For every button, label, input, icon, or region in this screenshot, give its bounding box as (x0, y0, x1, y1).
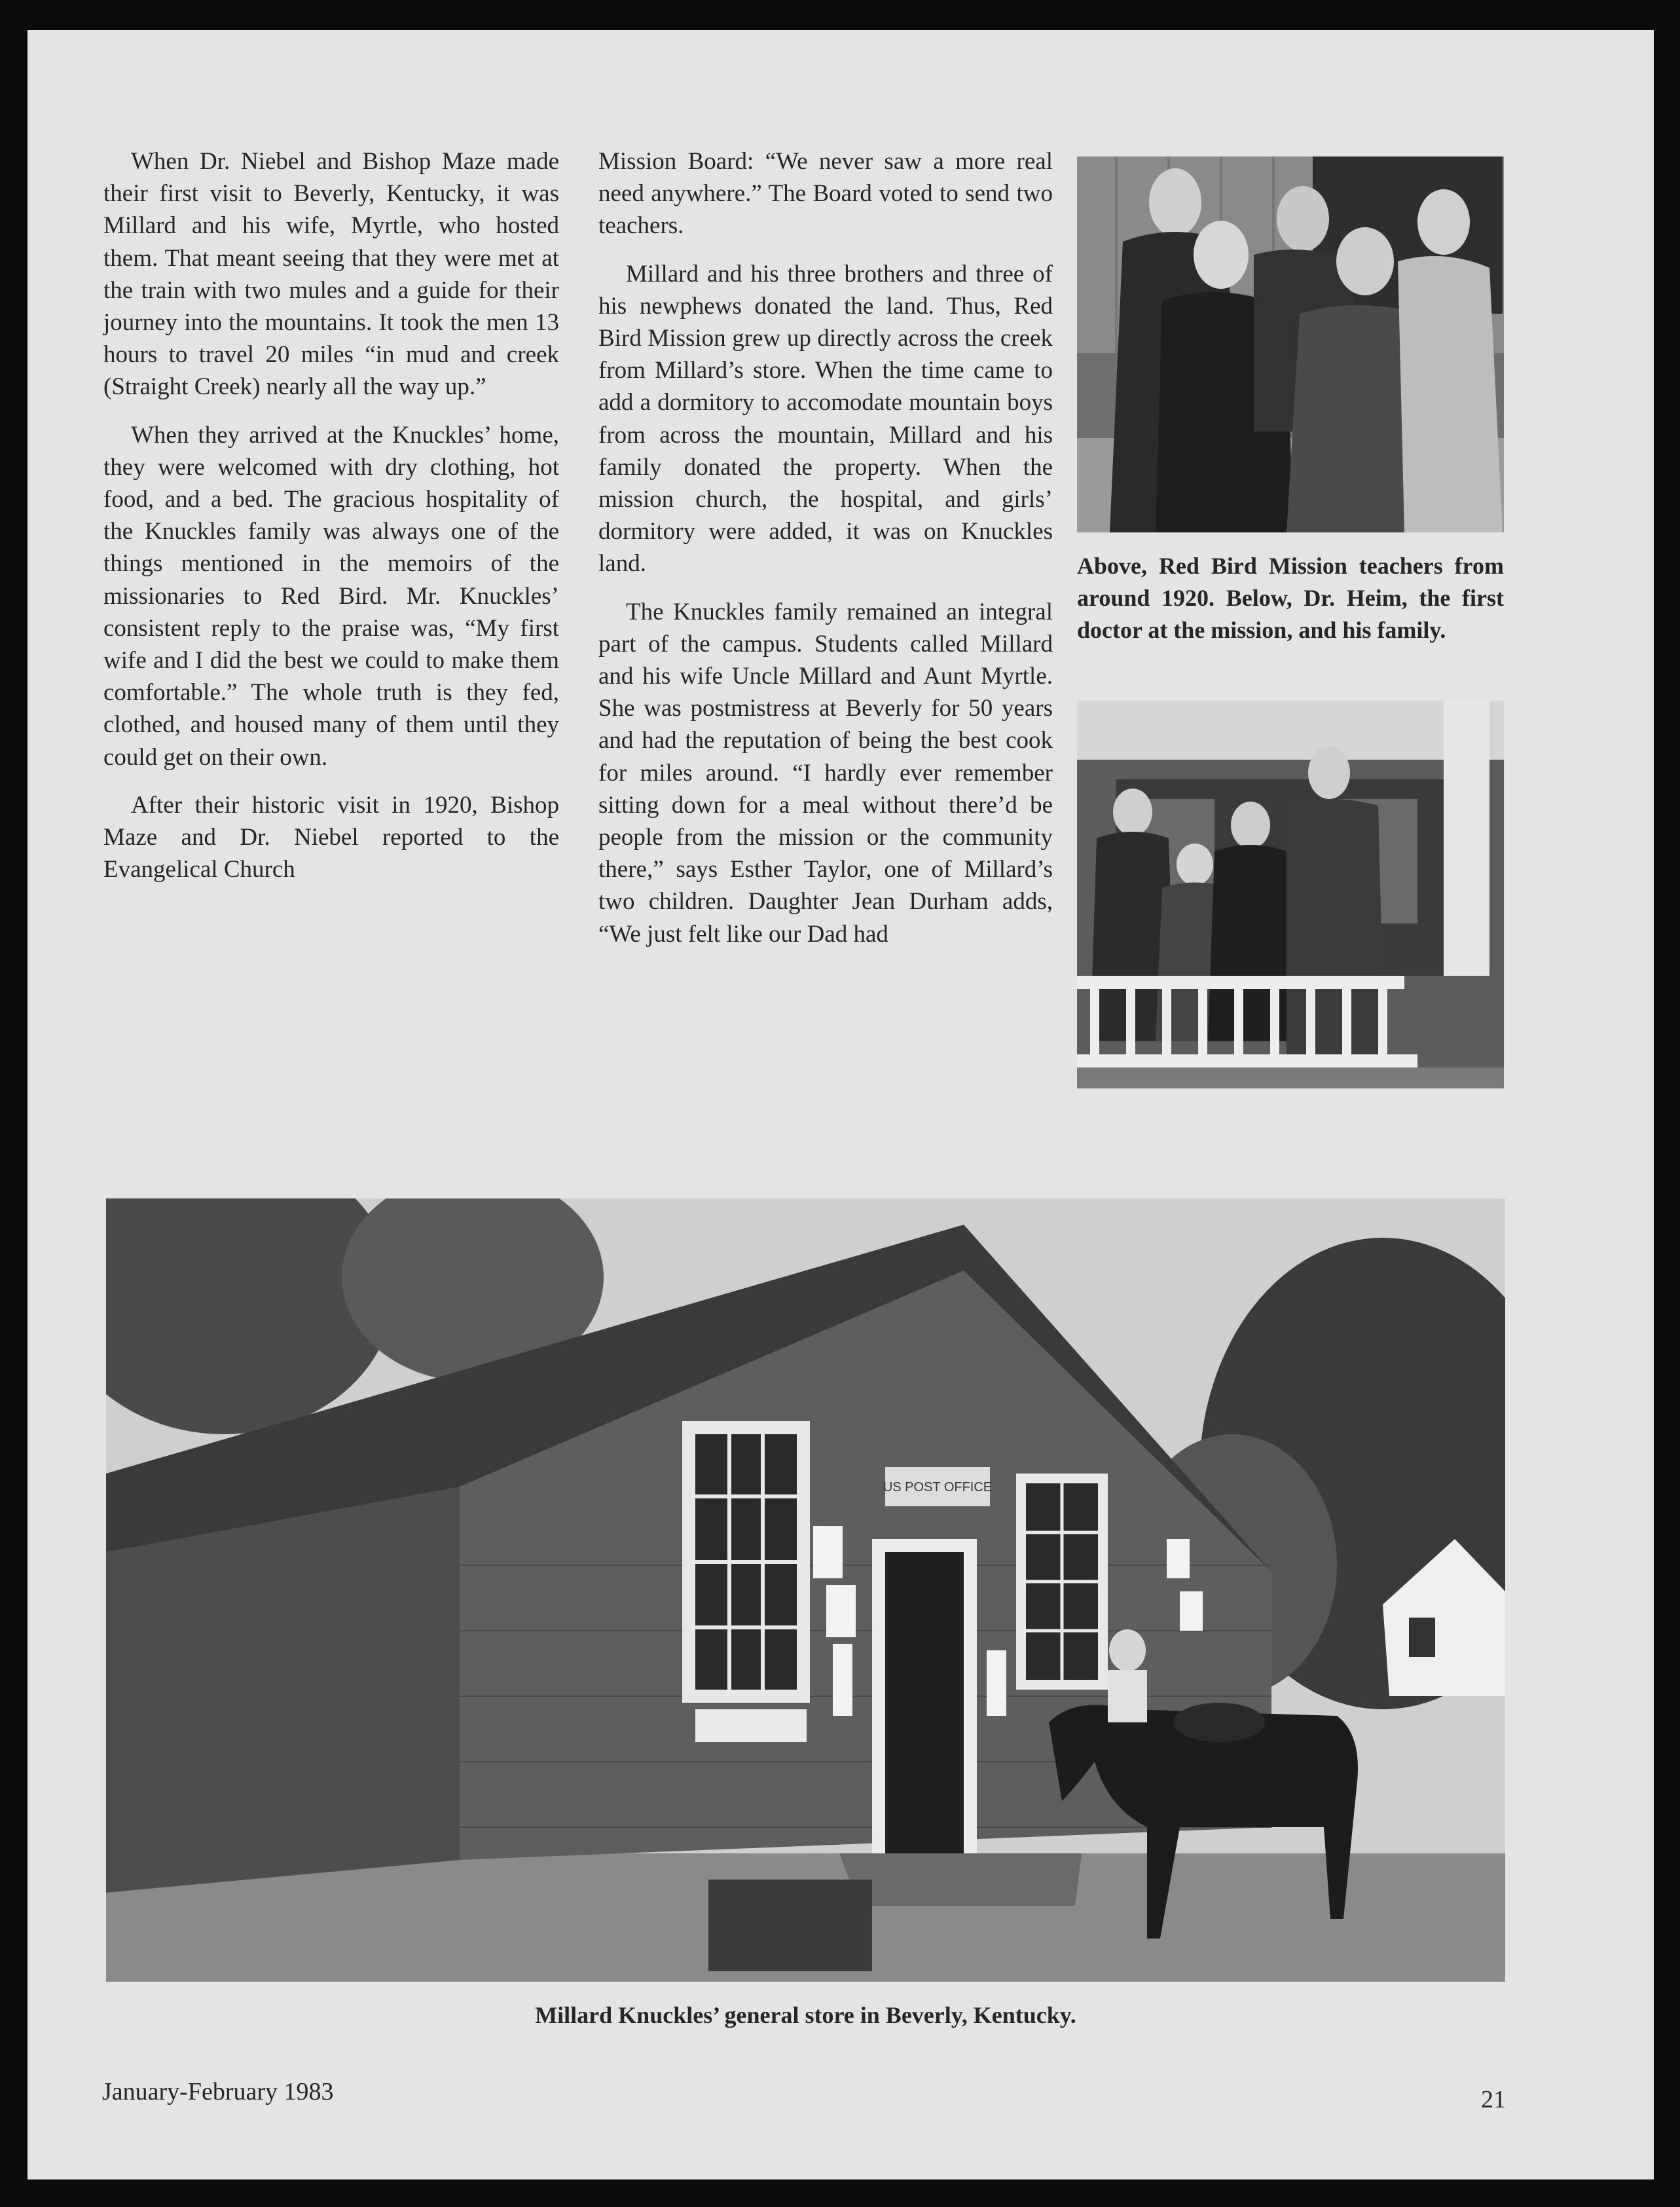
post-office-sign: US POST OFFICE (883, 1480, 993, 1494)
paragraph: Millard and his three brothers and three of his newphews donated the land. Thus, Red Bird Mission grew up directly across the creek from Millard’s store. When the time came to add a dormitory to accomodate mountain boys from across the mountain, Millard and his family donated the property. When the mission church, the hospital, and girls’ dormitory were added, it was on Knuckles land. (598, 260, 1053, 578)
issue-date: January-February 1983 (102, 2078, 334, 2105)
text-column-1 (103, 145, 559, 901)
general-store-photo (106, 1198, 1505, 1982)
text-column-2 (598, 145, 1053, 966)
paragraph: Mission Board: “We never saw a more real need anywhere.” The Board voted to send two teachers. (598, 148, 1053, 240)
teachers-photo-caption: Above, Red Bird Mission teachers from around 1920. Below, Dr. Heim, the first doctor at the mission, and his family. (1077, 553, 1504, 643)
paragraph: The Knuckles family remained an integral part of the campus. Students called Millard and his wife Uncle Millard and Aunt Myrtle. She was postmistress at Beverly for 50 years and had the reputation of being the best cook for miles around. “I hardly ever remember sitting down for a meal without there’d be people from the mission or the community there,” says Esther Taylor, one of Millard’s two children. Daughter Jean Durham adds, “We just felt like our Dad had (598, 598, 1053, 948)
paragraph: When Dr. Niebel and Bishop Maze made their first visit to Beverly, Kentucky, it was Millard and his wife, Myrtle, who hosted them. That meant seeing that they were met at the train with two mules and a guide for their journey into the mountains. It took the men 13 hours to travel 20 miles “in mud and creek (Straight Creek) nearly all the way up.” (103, 148, 559, 401)
page-number: 21 (1481, 2086, 1506, 2113)
store-photo-caption: Millard Knuckles’ general store in Beverly, Kentucky. (535, 2002, 1076, 2028)
magazine-page (27, 30, 1654, 2179)
doctor-family-photo (1077, 701, 1504, 1088)
paragraph: When they arrived at the Knuckles’ home, they were welcomed with dry clothing, hot food, and a bed. The gracious hospitality of the Knuckles family was always one of the things mentioned in the memoirs of the missionaries to Red Bird. Mr. Knuckles’ consistent reply to the praise was, “My first wife and I did the best we could to make them comfortable.” The whole truth is they fed, clothed, and housed many of them until they could get on their own. (103, 421, 559, 771)
teachers-photo (1077, 157, 1504, 532)
paragraph: After their historic visit in 1920, Bishop Maze and Dr. Niebel reported to the Evangelical Church (103, 791, 559, 883)
